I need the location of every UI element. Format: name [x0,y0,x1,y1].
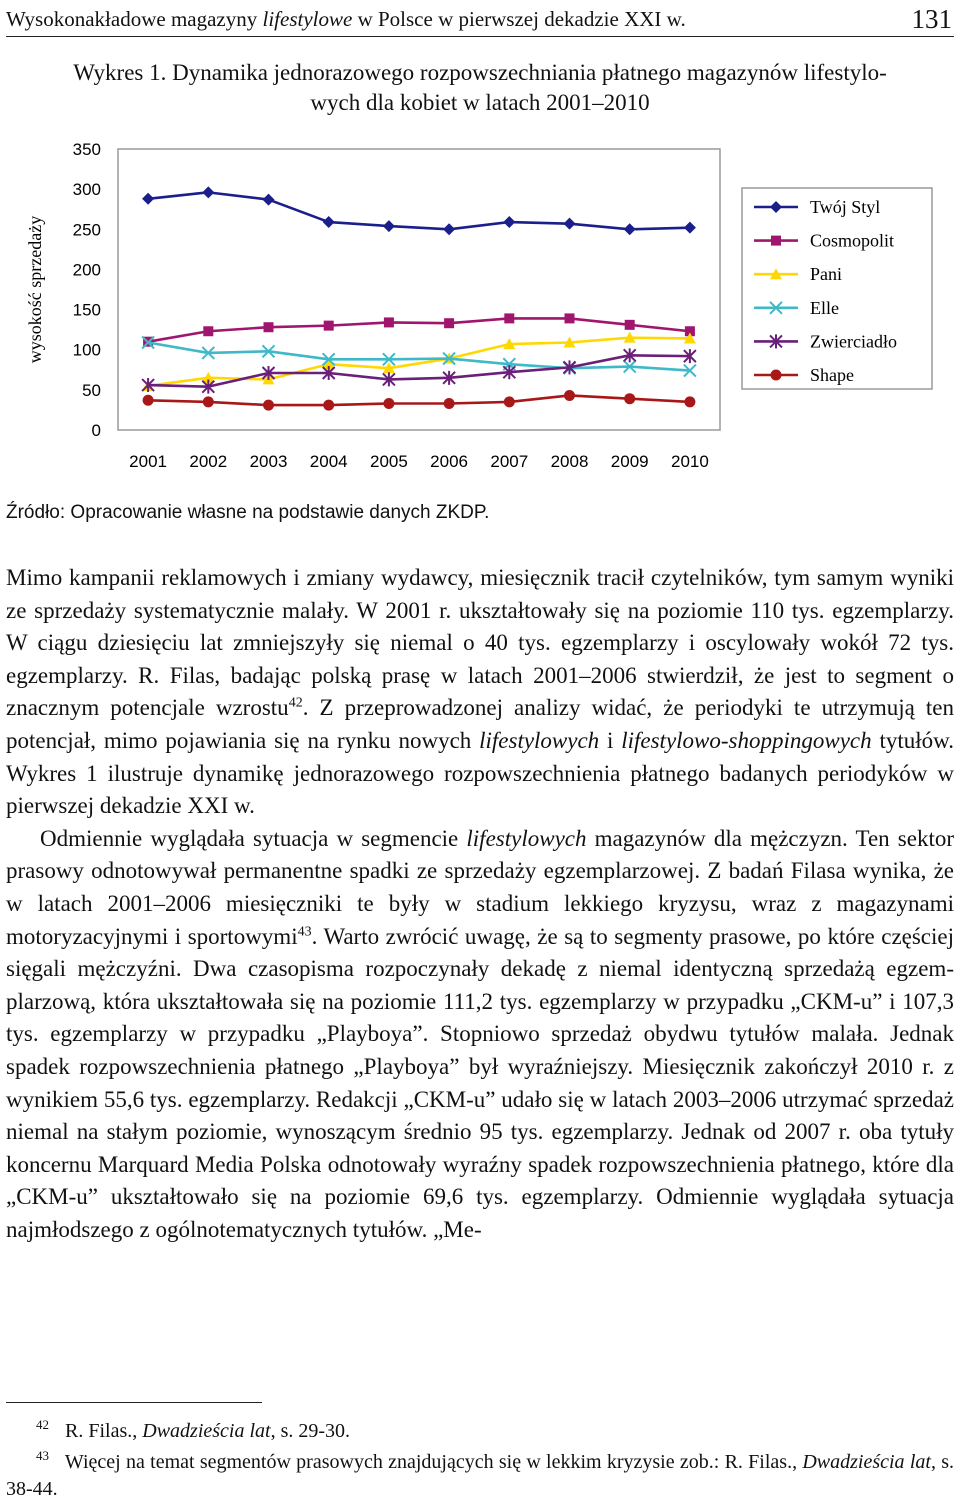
data-point-shape [504,396,515,407]
x-tick-label: 2010 [670,452,709,471]
y-tick-label: 350 [72,140,101,159]
x-tick-label: 2006 [430,452,469,471]
legend-marker [771,236,781,246]
data-point-cosmopolit [324,321,334,331]
data-point-shape [564,390,575,401]
figure-caption-line-2: wych dla kobiet w latach 2001–2010 [310,90,650,115]
figure-source: Źródło: Opracowanie własne na podstawie danych ZKDP. [6,502,490,523]
data-point-cosmopolit [264,322,274,332]
x-tick-label: 2003 [249,452,288,471]
y-tick-label: 250 [72,220,101,240]
line-chart [0,130,960,475]
y-tick-label: 300 [72,180,101,200]
figure-caption-line-1: Wykres 1. Dynamika jednorazowego rozpowszechniania płatnego magazynów lifestylo- [73,60,887,85]
x-tick-label: 2002 [189,452,228,471]
legend-label: Cosmopolit [810,230,895,251]
footnote-42: $^{42}$ R. Filas., Dwadzieścia lat, s. 29-30. [36,1417,351,1442]
header-rule [6,36,954,37]
footnote-43: $^{43}$ Więcej na temat segmentów prasowych znajdujących się w lekkim kryzysie zob.: R. Filas., Dwadzieścia lat, s. 38-44. [6,1448,955,1500]
data-point-cosmopolit [565,313,575,323]
legend-label: Zwierciadło [810,331,897,352]
footnote-rule [6,1402,262,1403]
running-header-title: Wysokonakładowe magazyny lifestylowe w Polsce w pierwszej dekadzie XXI w. [6,7,686,31]
footnote-ref-43: 43 [297,923,312,939]
legend-marker [771,370,782,381]
data-point-shape [444,398,455,409]
data-point-cosmopolit [625,320,635,330]
x-tick-label: 2005 [369,452,408,471]
x-tick-label: 2009 [610,452,649,471]
legend-label: Elle [810,297,839,318]
paragraph-1: Mimo kampanii reklamowych i zmiany wydawcy, miesięcznik tracił czytelników, tym samym wyniki ze sprzedaży systematycznie malały. W 2001 r. ukształtowały się na poziomie 110 tys. egzemplarzy. W ciągu dziesięciu lat zmniejszyły się niemal o 40 tys. egzemplarzy i oscylowały wokół 72 tys. egzemplarzy. R. Filas, badając polską prasę w latach 2001–2006 stwierdził, że jest to segment o znacznym potencjale wzrostu$^{42}$. Z przeprowadzonej analizy widać, że periodyki te utrzymują ten potencjał, mimo pojawiania się na rynku nowych lifestylowych i lifestylowo-shoppingowych tytułów. Wykres 1 ilustruje dynamikę jednorazowego rozpowszechnienia płatnego badanych periodyków w pierwszej dekadzie XXI w. [6,565,955,819]
running-header [6,2,954,36]
legend-label: Twój Styl [810,197,881,217]
data-point-shape [263,400,274,411]
page-number: 131 [911,4,952,34]
legend-box [742,188,932,389]
x-tick-label: 2004 [309,452,348,471]
data-point-shape [624,393,635,404]
data-point-shape [143,395,154,406]
x-tick-label: 2008 [550,452,589,471]
data-point-shape [323,400,334,411]
data-point-cosmopolit [203,326,213,336]
legend-label: Shape [810,365,854,385]
paragraph-2: Odmiennie wyglądała sytuacja w segmencie lifestylowych magazynów dla mężczyzn. Ten sektor prasowy odnotowywał permanentne spadki ze sprzedaży egzemplarzowej. Z badań Filasa wynika, że w latach 2001–2006 miesięczniki te były w stadium lekkiego kryzysu, wraz z magazynami motoryzacyjnymi i sportowymi$^{43}$. Warto zwrócić uwagę, że są to segmenty prasowe, po które częściej sięgali mężczyźni. Dwa czasopisma rozpoczynały dekadę z niemal identyczną sprzedażą egzemplarzową, która ukształtowała się na poziomie 111,2 tys. egzemplarzy w przypadku „CKM-u” i 107,3 tys. egzemplarzy w przypadku „Playboya”. Stopniowo sprzedaż obydwu tytułów malała. Jednak spadek rozpowszechnienia płatnego „Playboya” był wyraźniejszy. Miesięcznik zakończył 2010 r. z wynikiem 55,6 tys. egzemplarzy. Redakcji „CKM-u” udało się w latach 2003–2006 utrzymać sprzedaż niemal na stałym poziomie, wynoszącym średnio 95 tys. egzemplarzy. Jednak od 2007 r. oba tytuły koncernu Marquard Media Polska odnotowały wyraźny spadek rozpowszechnienia płatnego, które dla „CKM-u” ukształtowało się na poziomie 69,6 tys. egzemplarzy. Odmiennie wyglądała sytuacja najmłodszego z ogólnotematycznych tytułów. „Me- [6,825,955,1242]
chart-legend [742,188,932,389]
y-tick-label: 100 [72,340,101,360]
legend-item-zwierciad-o [754,331,897,351]
x-tick-label: 2007 [490,452,529,471]
data-point-cosmopolit [384,317,394,327]
footnote-ref-42: 42 [288,695,303,711]
y-tick-label: 0 [91,421,101,440]
y-tick-label: 200 [72,260,101,280]
data-point-shape [684,396,695,407]
y-tick-label: 50 [82,380,101,400]
y-tick-label: 150 [72,300,101,320]
body-text [6,562,954,1246]
data-point-cosmopolit [444,318,454,328]
data-point-shape [203,396,214,407]
footnotes [6,1418,954,1507]
legend-label: Pani [810,264,843,285]
x-tick-label: 2001 [129,452,168,471]
figure-caption [20,58,940,118]
y-axis-label: wysokość sprzedaży [25,215,45,364]
data-point-cosmopolit [504,313,514,323]
data-point-shape [383,398,394,409]
